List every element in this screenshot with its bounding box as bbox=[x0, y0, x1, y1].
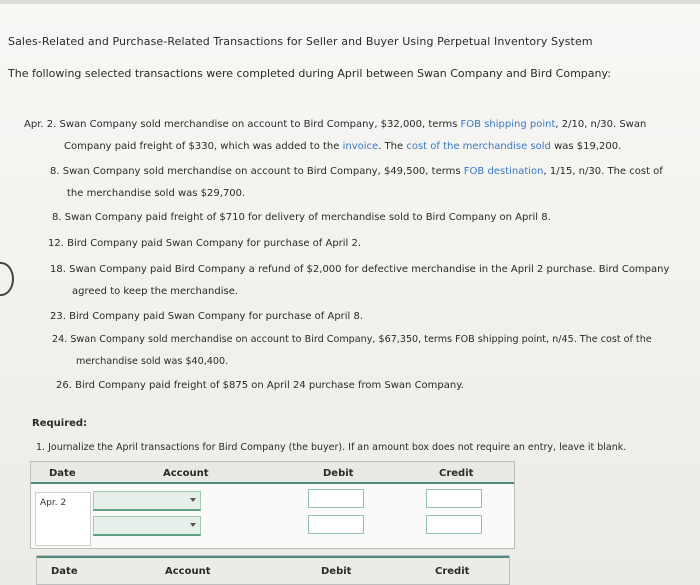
journal-table-2 bbox=[36, 555, 510, 585]
header-account: Account bbox=[163, 468, 209, 479]
journal-table-2-header bbox=[37, 556, 509, 585]
header-account: Account bbox=[165, 566, 211, 577]
term-link-cost-of-merchandise-sold[interactable]: cost of the merchandise sold bbox=[406, 141, 551, 152]
transaction-apr-2: Apr. 2. Swan Company sold merchandise on account to Bird Company, $32,000, terms FOB shipping point, 2/10, n/30. Swan Company paid freight of $330, which was added to the invoice. The cost of the merchandise sold was $19,200. bbox=[24, 114, 646, 158]
transaction-number: Apr. 2. bbox=[24, 119, 57, 130]
chevron-down-icon bbox=[190, 498, 196, 502]
problem-intro: The following selected transactions were completed during April between Swan Company and Bird Company: bbox=[8, 67, 611, 80]
credit-input-2[interactable] bbox=[426, 515, 482, 534]
debit-input-1[interactable] bbox=[308, 489, 364, 508]
journal-table-header bbox=[31, 462, 514, 484]
transaction-apr-23: 23. Bird Company paid Swan Company for purchase of April 8. bbox=[50, 311, 364, 322]
account-select-2[interactable] bbox=[93, 516, 201, 536]
transaction-apr-12: 12. Bird Company paid Swan Company for purchase of April 2. bbox=[48, 238, 362, 249]
problem-title: Sales-Related and Purchase-Related Transactions for Seller and Buyer Using Perpetual Inventory System bbox=[8, 35, 593, 48]
header-debit: Debit bbox=[323, 468, 354, 479]
term-link-fob-destination[interactable]: FOB destination bbox=[463, 166, 544, 177]
header-date: Date bbox=[49, 468, 76, 479]
header-credit: Credit bbox=[435, 566, 470, 577]
top-divider bbox=[0, 0, 700, 4]
term-link-fob-shipping-point[interactable]: FOB shipping point bbox=[460, 119, 556, 130]
header-date: Date bbox=[51, 566, 78, 577]
transaction-apr-24: 24. Swan Company sold merchandise on account to Bird Company, $67,350, terms FOB shipping point, n/45. The cost of the merchandise sold was $40,400. bbox=[52, 334, 652, 367]
transaction-apr-26: 26. Bird Company paid freight of $875 on April 24 purchase from Swan Company. bbox=[56, 380, 464, 391]
debit-input-2[interactable] bbox=[308, 515, 364, 534]
journal-date-value: Apr. 2 bbox=[40, 498, 67, 508]
transaction-apr-8-freight: 8. Swan Company paid freight of $710 for delivery of merchandise sold to Bird Company on April 8. bbox=[52, 212, 551, 223]
term-link-invoice[interactable]: invoice bbox=[342, 141, 379, 152]
journal-table bbox=[30, 461, 515, 549]
window-edge-arc bbox=[0, 262, 14, 296]
header-debit: Debit bbox=[321, 566, 352, 577]
transaction-number: 8. bbox=[50, 166, 60, 177]
header-credit: Credit bbox=[439, 468, 474, 479]
required-instruction: 1. Journalize the April transactions for Bird Company (the buyer). If an amount box does not require an entry, leave it blank. bbox=[36, 442, 627, 453]
required-heading: Required: bbox=[32, 418, 88, 429]
account-select-1[interactable] bbox=[93, 491, 201, 511]
transaction-apr-18: 18. Swan Company paid Bird Company a refund of $2,000 for defective merchandise in the April 2 purchase. Bird Company agreed to keep the merchandise. bbox=[50, 264, 670, 297]
journal-date-cell bbox=[35, 492, 91, 546]
chevron-down-icon bbox=[190, 523, 196, 527]
credit-input-1[interactable] bbox=[426, 489, 482, 508]
transaction-apr-8-sale: 8. Swan Company sold merchandise on account to Bird Company, $49,500, terms FOB destination, 1/15, n/30. The cost of the merchandise sold was $29,700. bbox=[50, 161, 663, 205]
